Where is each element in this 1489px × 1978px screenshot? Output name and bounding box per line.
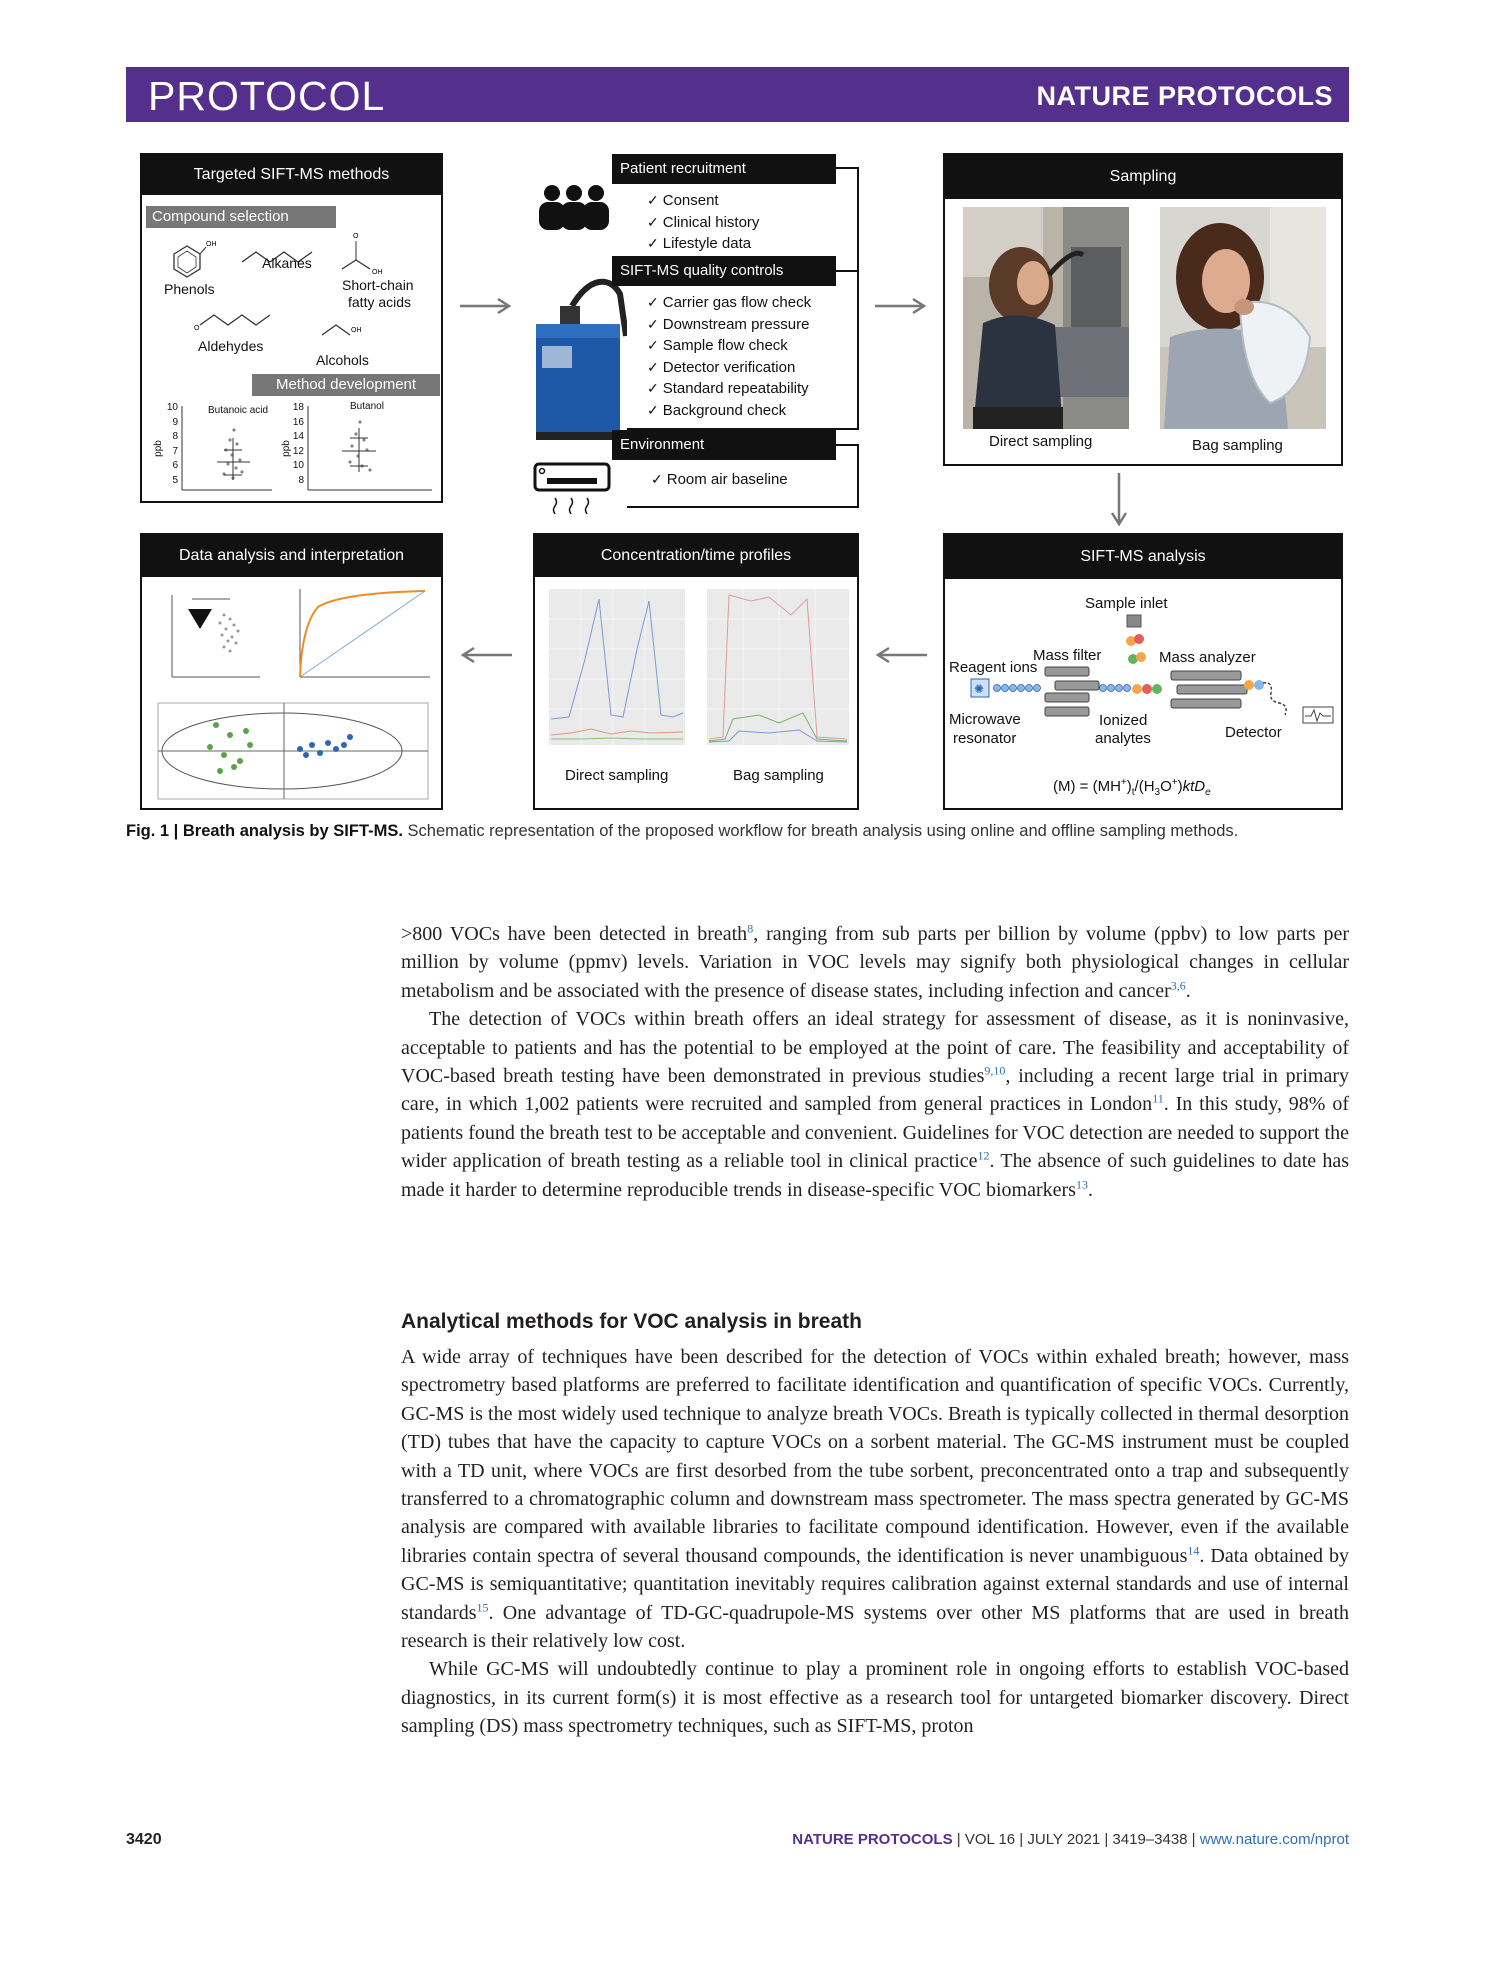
check-item: ✓ Clinical history xyxy=(647,213,760,231)
paragraph: While GC-MS will undoubtedly continue to play a prominent role in ongoing efforts to establish VOC-based diagnostics, in its current form(s) it is most effective as a research tool for untargeted biomarker discovery. Direct sampling (DS) mass spectrometry techniques, such as SIFT-MS, proton xyxy=(401,1658,1349,1738)
panel-title: Concentration/time profiles xyxy=(535,535,857,577)
ytick-label: 16 xyxy=(292,416,304,428)
compound-label: Phenols xyxy=(164,281,215,297)
mass-analyzer-label: Mass analyzer xyxy=(1159,649,1256,666)
panel-title: Sampling xyxy=(945,155,1341,199)
check-item: ✓ Carrier gas flow check xyxy=(647,294,812,311)
panel-sift-ms-analysis xyxy=(943,533,1343,810)
panel-targeted-methods xyxy=(140,153,443,503)
compound-label: fatty acids xyxy=(348,294,412,310)
air-conditioner-icon xyxy=(533,462,613,514)
check-item: ✓ Room air baseline xyxy=(651,471,788,488)
compound-label: Aldehydes xyxy=(198,338,264,354)
svg-text:OH: OH xyxy=(351,327,362,334)
method-development-tag: Method development xyxy=(252,374,440,396)
ytick-label: 18 xyxy=(292,402,304,413)
patient-recruitment-title: Patient recruitment xyxy=(612,154,836,184)
bag-profile-plot xyxy=(699,589,853,759)
checkmark-icon: ✓ xyxy=(647,358,659,375)
check-item: ✓ Lifestyle data xyxy=(647,235,752,252)
arrow-right-icon xyxy=(458,296,514,316)
checkmark-icon: ✓ xyxy=(647,337,659,353)
section-heading: Analytical methods for VOC analysis in breath xyxy=(401,1310,862,1333)
sample-inlet-label: Sample inlet xyxy=(1085,595,1168,612)
resonator-label: resonator xyxy=(953,730,1017,747)
svg-text:OH: OH xyxy=(372,269,383,276)
checkmark-icon: ✓ xyxy=(651,471,663,487)
panel-sampling xyxy=(943,153,1343,466)
ytick-label: 9 xyxy=(172,416,178,428)
plot-ylabel: ppb xyxy=(280,440,292,457)
direct-profile-plot xyxy=(541,589,689,759)
panel-title: Targeted SIFT-MS methods xyxy=(142,155,441,195)
figure-1 xyxy=(0,0,1489,820)
check-item: ✓ Sample flow check xyxy=(647,337,788,354)
checkmark-icon: ✓ xyxy=(647,192,659,208)
arrow-left-icon xyxy=(873,645,929,665)
plot-ylabel: ppb xyxy=(152,440,164,457)
figure-caption xyxy=(126,822,1349,841)
detector-label: Detector xyxy=(1225,724,1282,741)
body-text-block-1 xyxy=(401,920,1349,1204)
panel-data-analysis xyxy=(140,533,443,810)
check-item: ✓ Downstream pressure xyxy=(647,315,810,333)
checkmark-icon: ✓ xyxy=(647,380,659,396)
footer-citation xyxy=(792,1831,1349,1848)
ytick-label: 6 xyxy=(172,460,178,471)
bag-sampling-photo xyxy=(1160,207,1326,429)
panel-title: Data analysis and interpretation xyxy=(142,535,441,577)
ytick-label: 10 xyxy=(166,402,178,413)
direct-sampling-photo xyxy=(963,207,1129,429)
microwave-label: Microwave xyxy=(949,711,1021,728)
patient-recruitment-list xyxy=(647,190,759,255)
check-item: ✓ Consent xyxy=(647,192,719,209)
ytick-label: 8 xyxy=(172,431,178,442)
body-text-block-2 xyxy=(401,1343,1349,1741)
arrow-left-icon xyxy=(458,645,514,665)
journal-name: NATURE PROTOCOLS xyxy=(1036,81,1333,111)
caption-text: Schematic representation of the proposed workflow for breath analysis using online and offline sampling methods. xyxy=(407,822,1239,840)
quality-controls-list xyxy=(647,292,811,421)
check-item: ✓ Detector verification xyxy=(647,358,796,376)
footer-info: | VOL 16 | JULY 2021 | 3419–3438 | xyxy=(956,1831,1196,1848)
reagent-ions-label: Reagent ions xyxy=(949,659,1038,676)
footer-url[interactable]: www.nature.com/nprot xyxy=(1199,1831,1349,1848)
checkmark-icon: ✓ xyxy=(647,315,659,332)
environment-title: Environment xyxy=(612,430,836,460)
ytick-label: 8 xyxy=(298,474,304,486)
arrow-down-icon xyxy=(1108,471,1130,529)
svg-text:O: O xyxy=(353,233,359,240)
paragraph: >800 VOCs have been detected in breath$^8$, ranging from sub parts per billion by volume (ppbv) to low parts per million by volume (ppmv) levels. Variation in VOC levels may signify both physiological changes in cellular metabolism and be associated with the presence of disease states, including infection and cancer$^{3,6}$. xyxy=(401,921,1349,1002)
checkmark-icon: ✓ xyxy=(647,294,659,310)
check-item: ✓ Background check xyxy=(647,401,787,419)
panel-title: SIFT-MS analysis xyxy=(945,535,1341,579)
ytick-label: 5 xyxy=(172,474,178,486)
direct-sampling-label: Direct sampling xyxy=(989,433,1093,450)
plot-title: Butanol xyxy=(350,401,384,412)
direct-sampling-label: Direct sampling xyxy=(565,767,669,784)
analytes-label: analytes xyxy=(1095,730,1151,747)
svg-text:✺: ✺ xyxy=(974,682,985,696)
svg-text:OH: OH xyxy=(206,241,217,248)
ionized-label: Ionized xyxy=(1099,712,1148,729)
rate-equation: $(M) = (MH^+)_t/(H_3O^+)ktD_e$ xyxy=(1053,777,1211,798)
checkmark-icon: ✓ xyxy=(647,401,659,418)
sift-ms-schematic xyxy=(945,613,1341,733)
panel-concentration-profiles xyxy=(533,533,859,810)
compound-selection-tag: Compound selection xyxy=(146,206,336,228)
ytick-label: 10 xyxy=(292,460,304,471)
svg-text:O: O xyxy=(194,325,200,332)
footer-journal: NATURE PROTOCOLS xyxy=(792,1831,953,1848)
sift-ms-instrument-icon xyxy=(530,266,630,456)
paragraph: A wide array of techniques have been described for the detection of VOCs within exhaled breath; however, mass spectrometry based platforms are preferred to facilitate identification and quantification of specific VOCs. Currently, GC-MS is the most widely used technique to analyze breath VOCs. Breath is typically collected in thermal desorption (TD) tubes that have the capacity to capture VOCs on a sorbent material. The GC-MS instrument must be coupled with a TD unit, where VOCs are first desorbed from the tube sorbent, preconcentrated onto a trap and subsequently transferred to a chromatographic column and downstream mass spectrometer. The mass spectra generated by GC-MS analysis are compared with available libraries to facilitate compound identification. However, even if the available libraries contain spectra of several thousand compounds, the identification is never unambiguous$^{14}$. Data obtained by GC-MS is semiquantitative; quantitation inevitably requires calibration against external standards and use of internal standards$^{15}$. One advantage of TD-GC-quadrupole-MS systems over other MS platforms that are used in breath research is their relatively low cost. xyxy=(401,1346,1350,1653)
mass-filter-label: Mass filter xyxy=(1033,647,1102,664)
compound-label: Short-chain xyxy=(342,277,414,293)
page-number: 3420 xyxy=(126,1831,162,1848)
check-item: ✓ Standard repeatability xyxy=(647,380,809,397)
ytick-label: 7 xyxy=(172,445,178,457)
checkmark-icon: ✓ xyxy=(647,213,659,230)
paragraph: The detection of VOCs within breath offers an ideal strategy for assessment of disease, as it is noninvasive, acceptable to patients and has the potential to be employed at the point of care. The feasibility and acceptability of VOC-based breath testing have been demonstrated in previous studies$^{9,10}$, including a recent large trial in primary care, in which 1,002 patients were recruited and sampled from general practices in London$^{11}$. In this study, 98% of patients found the breath test to be acceptable and convenient. Guidelines for VOC detection are needed to support the wider application of breath testing as a reliable tool in clinical practice$^{12}$. The absence of such guidelines to date has made it harder to determine reproducible trends in disease-specific VOC biomarkers$^{13}$. xyxy=(401,1008,1349,1201)
quality-controls-title: SIFT-MS quality controls xyxy=(612,256,836,286)
environment-list xyxy=(651,469,788,491)
patient-group-icon xyxy=(536,183,612,233)
section-label: PROTOCOL xyxy=(148,73,386,119)
plot-title: Butanoic acid xyxy=(208,405,269,416)
ytick-label: 12 xyxy=(292,445,304,457)
bag-sampling-label: Bag sampling xyxy=(1192,437,1283,454)
data-analysis-plots xyxy=(150,585,440,807)
checkmark-icon: ✓ xyxy=(647,235,659,251)
arrow-right-icon xyxy=(873,296,929,316)
method-plots xyxy=(142,400,442,500)
caption-label: Fig. 1 | Breath analysis by SIFT-MS. xyxy=(126,822,403,840)
ytick-label: 14 xyxy=(292,431,304,442)
compound-label: Alcohols xyxy=(316,352,369,368)
compound-label: Alkanes xyxy=(262,255,312,271)
bag-sampling-label: Bag sampling xyxy=(733,767,824,784)
